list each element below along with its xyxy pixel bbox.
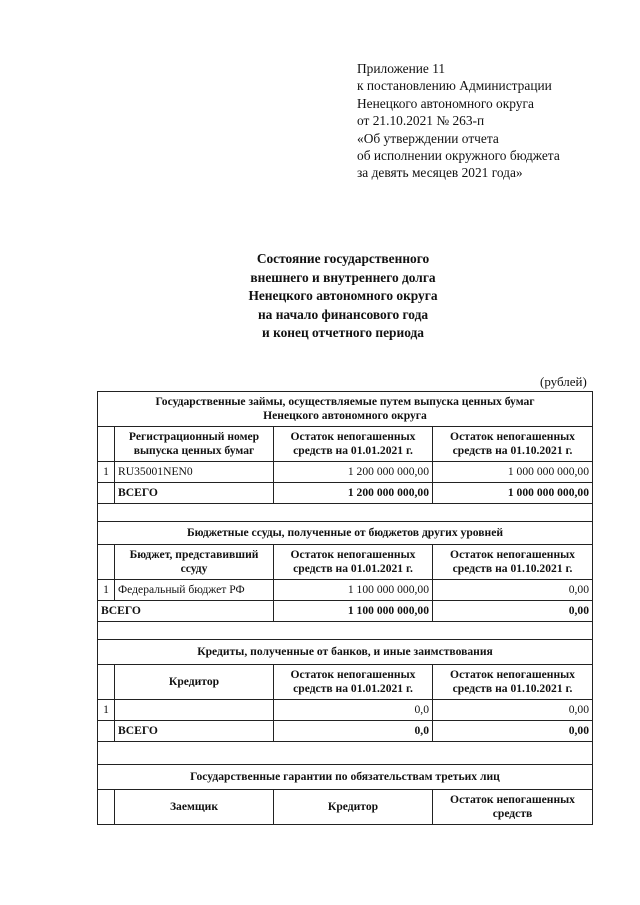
total-row xyxy=(98,601,593,622)
index-header-cell xyxy=(98,545,115,580)
appendix-line: Ненецкого автономного округа xyxy=(357,95,534,111)
balance-start: 0,0 xyxy=(274,700,433,721)
column-header: Заемщик xyxy=(115,790,274,825)
appendix-line: за девять месяцев 2021 года» xyxy=(357,165,523,181)
budget-name: Федеральный бюджет РФ xyxy=(115,580,274,601)
row-index: 1 xyxy=(98,700,115,721)
title-line: внешнего и внутреннего долга xyxy=(250,269,436,285)
column-header: Остаток непогашенных средств на 01.10.2021 г. xyxy=(433,427,593,462)
balance-end: 1 000 000 000,00 xyxy=(433,462,593,483)
table-row xyxy=(98,580,593,601)
total-label: ВСЕГО xyxy=(115,483,274,504)
securities-section-header xyxy=(98,392,593,427)
table-row xyxy=(98,700,593,721)
guarantees-title: Государственные гарантии по обязательствам третьих лиц xyxy=(98,765,593,790)
securities-title-line1: Государственные займы, осуществляемые путем выпуска ценных бумаг xyxy=(155,395,535,409)
total-label: ВСЕГО xyxy=(115,721,274,742)
creditor-name xyxy=(115,700,274,721)
budget-loans-title: Бюджетные ссуды, полученные от бюджетов других уровней xyxy=(98,522,593,545)
spacer-cell xyxy=(98,622,593,640)
budget-loans-section-header xyxy=(98,522,593,545)
total-balance-end: 1 000 000 000,00 xyxy=(433,483,593,504)
total-label: ВСЕГО xyxy=(98,601,274,622)
column-header: Остаток непогашенных средств на 01.10.2021 г. xyxy=(433,665,593,700)
column-header: Остаток непогашенных средств xyxy=(433,790,593,825)
total-balance-start: 1 200 000 000,00 xyxy=(274,483,433,504)
total-index-cell xyxy=(98,483,115,504)
document-title xyxy=(0,250,640,343)
guarantees-column-headers xyxy=(98,790,593,825)
spacer-row xyxy=(98,742,593,765)
appendix-line: к постановлению Администрации xyxy=(357,78,552,94)
spacer-cell xyxy=(98,742,593,765)
total-row xyxy=(98,483,593,504)
column-header: Остаток непогашенных средств на 01.01.2021 г. xyxy=(274,545,433,580)
appendix-line: от 21.10.2021 № 263-п xyxy=(357,113,485,129)
balance-start: 1 100 000 000,00 xyxy=(274,580,433,601)
spacer-cell xyxy=(98,504,593,522)
column-header: Регистрационный номер выпуска ценных бумаг xyxy=(115,427,274,462)
column-header: Бюджет, представивший ссуду xyxy=(115,545,274,580)
title-line: Ненецкого автономного округа xyxy=(248,288,438,304)
budget-loans-column-headers xyxy=(98,545,593,580)
units-label: (рублей) xyxy=(540,374,587,389)
table-row xyxy=(98,462,593,483)
spacer-row xyxy=(98,504,593,522)
column-header: Остаток непогашенных средств на 01.10.2021 г. xyxy=(433,545,593,580)
row-index: 1 xyxy=(98,580,115,601)
bank-credits-column-headers xyxy=(98,665,593,700)
bank-credits-title: Кредиты, полученные от банков, и иные заимствования xyxy=(98,640,593,665)
index-header-cell xyxy=(98,427,115,462)
title-line: на начало финансового года xyxy=(257,306,429,322)
row-index: 1 xyxy=(98,462,115,483)
index-header-cell xyxy=(98,790,115,825)
bank-credits-section-header xyxy=(98,640,593,665)
column-header: Остаток непогашенных средств на 01.01.2021 г. xyxy=(274,665,433,700)
index-header-cell xyxy=(98,665,115,700)
securities-title xyxy=(98,392,593,427)
total-index-cell xyxy=(98,721,115,742)
spacer-row xyxy=(98,622,593,640)
appendix-block xyxy=(357,60,560,182)
balance-end: 0,00 xyxy=(433,700,593,721)
debt-table xyxy=(97,391,593,825)
total-row xyxy=(98,721,593,742)
securities-title-line2: Ненецкого автономного округа xyxy=(263,409,427,422)
appendix-line: об исполнении окружного бюджета xyxy=(357,148,560,164)
balance-start: 1 200 000 000,00 xyxy=(274,462,433,483)
appendix-line: «Об утверждении отчета xyxy=(357,130,499,146)
appendix-line: Приложение 11 xyxy=(357,61,446,76)
securities-column-headers xyxy=(98,427,593,462)
total-balance-end: 0,00 xyxy=(433,721,593,742)
security-registration-number: RU35001NEN0 xyxy=(115,462,274,483)
column-header: Остаток непогашенных средств на 01.01.2021 г. xyxy=(274,427,433,462)
column-header: Кредитор xyxy=(115,665,274,700)
column-header: Кредитор xyxy=(274,790,433,825)
title-line: и конец отчетного периода xyxy=(262,325,424,341)
total-balance-start: 0,0 xyxy=(274,721,433,742)
balance-end: 0,00 xyxy=(433,580,593,601)
title-line: Состояние государственного xyxy=(256,251,430,266)
total-balance-start: 1 100 000 000,00 xyxy=(274,601,433,622)
guarantees-section-header xyxy=(98,765,593,790)
total-balance-end: 0,00 xyxy=(433,601,593,622)
